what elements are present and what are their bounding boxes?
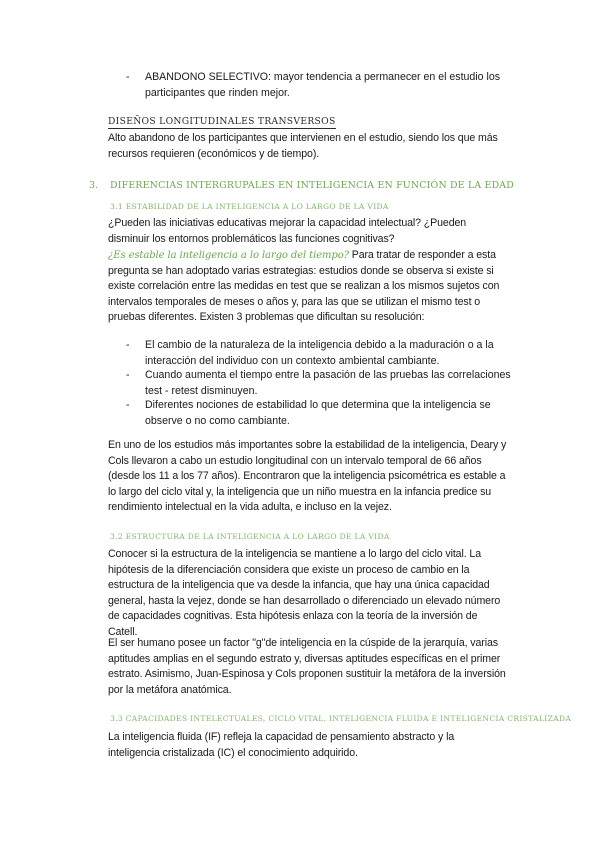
s33-paragraph: La inteligencia fluida (IF) refleja la capacidad de pensamiento abstracto y la inteligencia cristalizada (IC) el conocimiento adquirido. bbox=[108, 731, 455, 759]
disenos-text: Alto abandono de los participantes que intervienen en el estudio, siendo los que más recursos requieren (económicos y de tiempo). bbox=[108, 132, 498, 160]
section-number: 3. bbox=[89, 180, 98, 191]
problem-item: Cuando aumenta el tiempo entre la pasación de las pruebas las correlaciones test - retest disminuyen. bbox=[145, 369, 511, 397]
disenos-heading: DISEÑOS LONGITUDINALES TRANSVERSOS bbox=[108, 116, 336, 127]
subsection-3-3-heading: 3.3 CAPACIDADES INTELECTUALES, CICLO VITAL, INTELIGENCIA FLUIDA E INTELIGENCIA CRISTALIZADA bbox=[110, 714, 572, 723]
bullet-marker: - bbox=[126, 399, 130, 411]
subsection-3-1-heading: 3.1 ESTABILIDAD DE LA INTELIGENCIA A LO LARGO DE LA VIDA bbox=[110, 202, 389, 211]
subsection-3-2-heading: 3.2 ESTRUCTURA DE LA INTELIGENCIA A LO LARGO DE LA VIDA bbox=[110, 532, 390, 541]
deary-paragraph: En uno de los estudios más importantes sobre la estabilidad de la inteligencia, Deary y Cols llevaron a cabo un estudio longitudinal con un intervalo temporal de 66 años (desde los 11 a los 77 años). Encontraron que la inteligencia psicométrica es estable a lo largo del ciclo vital y, la inteligencia que un niño muestra en la infancia predice su rendimiento intelectual en la vida adulta, e incluso en la vejez. bbox=[108, 439, 507, 514]
s31-paragraph-rest: Para tratar de responder a esta pregunta se han adoptado varias estrategias: estudios donde se observa si existe si existe correlación entre las medidas en test que se realizan a los mismos sujetos con intervalos temporales de meses o años y, para las que se utilizan el mismo test o pruebas diferentes. Existen 3 problemas que dificultan su resolución: bbox=[108, 249, 500, 324]
s31-question: ¿Es estable la inteligencia a lo largo del tiempo? bbox=[108, 250, 349, 261]
s32-paragraph-1: Conocer si la estructura de la inteligencia se mantiene a lo largo del ciclo vital. La hipótesis de la diferenciación considera que existe un proceso de cambio en la estructura de la inteligencia que va desde la infancia, que hay una única capacidad general, hasta la vejez, donde se han desarrollado o diferenciado un elevado número de capacidades cognitivas. Esta hipótesis enlaza con la teoría de la inversión de Catell. bbox=[108, 548, 501, 638]
s32-paragraph-2: El ser humano posee un factor "g"de inteligencia en la cúspide de la jerarquía, varias aptitudes amplias en el segundo estrato y, diversas aptitudes específicas en el primer estrato. Asimismo, Juan-Espinosa y Cols proponen sustituir la metáfora de la inversión por la metáfora anatómica. bbox=[108, 637, 506, 696]
bullet-marker: - bbox=[126, 369, 130, 381]
problem-item: El cambio de la naturaleza de la inteligencia debido a la maduración o a la interacción del individuo con un contexto ambiental cambiante. bbox=[145, 339, 494, 367]
s31-intro: ¿Pueden las iniciativas educativas mejorar la capacidad intelectual? ¿Pueden disminuir los entornos problemáticos las funciones cognitivas? bbox=[108, 217, 467, 245]
bullet-marker: - bbox=[126, 339, 130, 351]
abandono-selectivo-text: ABANDONO SELECTIVO: mayor tendencia a permanecer en el estudio los participantes que rinden mejor. bbox=[145, 71, 501, 99]
section-title: DIFERENCIAS INTERGRUPALES EN INTELIGENCIA EN FUNCIÓN DE LA EDAD bbox=[110, 180, 514, 191]
s31-paragraph bbox=[108, 248, 508, 326]
bullet-marker: - bbox=[126, 71, 130, 83]
problem-item: Diferentes nociones de estabilidad lo que determina que la inteligencia se observe o no como cambiante. bbox=[145, 399, 491, 427]
